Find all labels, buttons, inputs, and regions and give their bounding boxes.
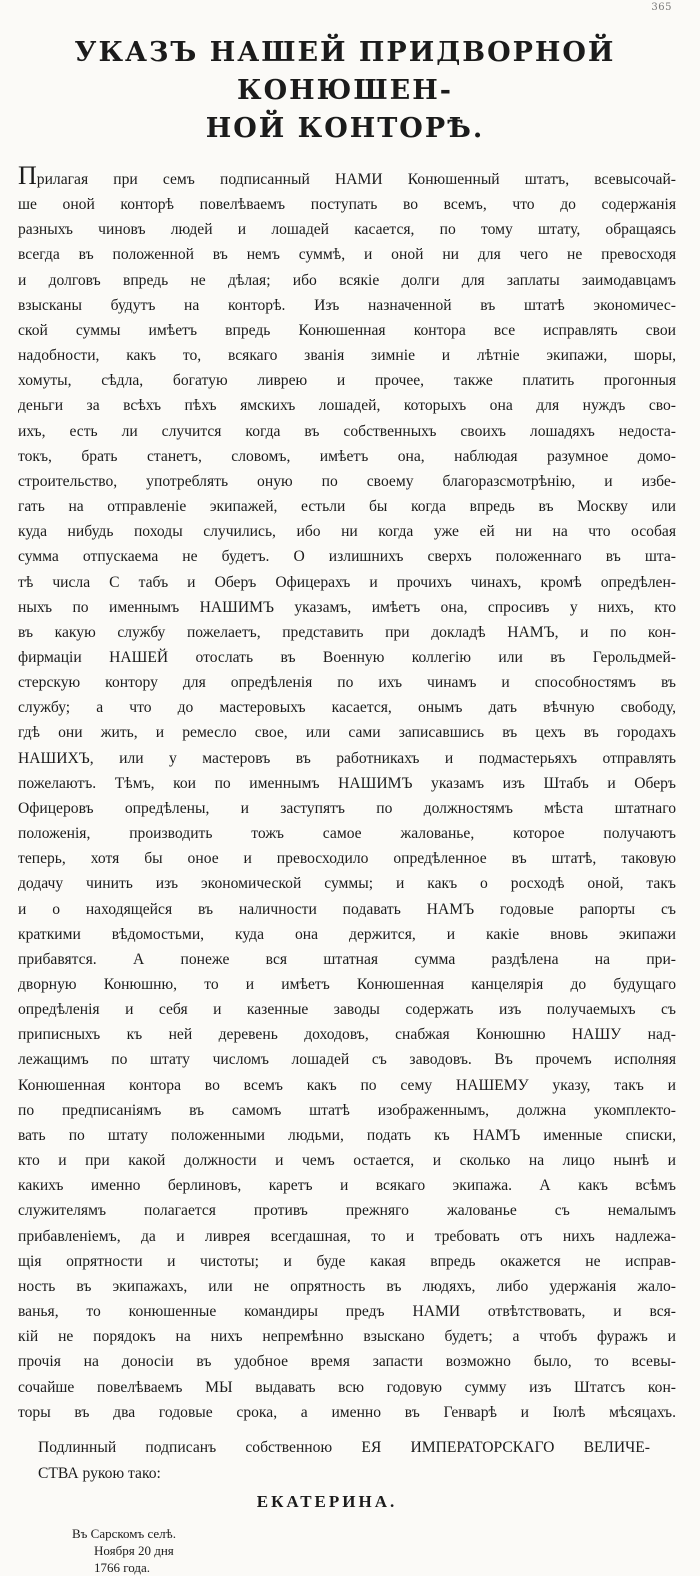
page-number: 365	[651, 2, 672, 13]
body-line: хомуты, сѣдла, богатую ливрею и прочее, также платить прогонныя	[18, 372, 676, 390]
body-line: щія опрятности и чистоты; и буде какая впредь окажется не исправ-	[18, 1252, 676, 1270]
body-line: приписныхъ къ ней деревень доходовъ, снабжая Конюшню НАШУ над-	[18, 1026, 676, 1044]
body-line-text: рилагая при семъ подписанный НАМИ Конюшенный штатъ, всевысочай-	[36, 171, 676, 188]
body-line: ихъ, есть ли случится когда въ собственныхъ своихъ лошадяхъ недоста-	[18, 422, 676, 440]
date-of-signing: Ноября 20 дня	[94, 1542, 174, 1558]
body-line: торы въ два годовые срока, а именно въ Генварѣ и Іюлѣ мѣсяцахъ.	[18, 1403, 676, 1421]
body-line: какихъ именно берлиновъ, каретъ и всякаго экипажа. А какъ всѣмъ	[18, 1177, 676, 1195]
body-line: НАШИХЪ, или у мастеровъ въ работникахъ и подмастерьяхъ отправлять	[18, 749, 676, 767]
decree-title	[14, 34, 676, 148]
year-of-signing: 1766 года.	[94, 1559, 151, 1575]
body-line: Офицеровъ опредѣлены, и заступятъ по должностямъ мѣста штатнаго	[18, 799, 676, 817]
body-line	[18, 166, 676, 192]
body-line: кто и при какой должности и чемъ остается, и сколько на лицо нынѣ и	[18, 1152, 676, 1170]
body-line: гать на отправленіе экипажей, естьли бы когда впредь въ Москву или	[18, 498, 676, 516]
body-line: и долговъ впредь не дѣлая; ибо всякіе долги для заплаты заимодавцамъ	[18, 271, 676, 289]
place-date-block	[14, 1525, 676, 1576]
drop-cap-letter: П	[18, 166, 37, 190]
body-line: положенія, производить тожъ самое жалованье, которое получаютъ	[18, 825, 676, 843]
body-line: деньги за всѣхъ пѣхъ ямскихъ лошадей, которыхъ она для нуждъ сво-	[18, 397, 676, 415]
body-line: дворную Конюшню, то и имѣетъ Конюшенная канцелярія до будущаго	[18, 976, 676, 993]
body-line: фирмаціи НАШЕЙ отослать въ Военную коллегію или въ Герольдмей-	[18, 648, 676, 666]
body-line: вать по штату положенными людьми, подать къ НАМЪ именные списки,	[18, 1126, 676, 1144]
body-line: лежащимъ по штату числомъ лошадей съ заводовъ. Въ прочемъ исполняя	[18, 1051, 676, 1069]
body-line: сумма отпускаема не будетъ. О излишнихъ сверхъ положеннаго въ шта-	[18, 548, 676, 566]
body-line: теперь, хотя бы оное и превосходило опредѣленное въ штатѣ, таковую	[18, 850, 676, 868]
body-line: всегда въ положенной въ немъ суммѣ, и оной ни для чего не превосходя	[18, 246, 676, 264]
body-line: ность въ экипажахъ, или не опрятность въ людяхъ, либо удержанія жало-	[18, 1277, 676, 1295]
body-line: кій не порядокъ на нихъ непремѣнно взыскано будетъ; а чтобъ фуражъ и	[18, 1328, 676, 1346]
body-line: ской суммы имѣетъ впредь Конюшенная контора все исправлять свои	[18, 321, 676, 339]
body-line: тѣ числа С табъ и Оберъ Офицерахъ и прочихъ чинахъ, кромѣ опредѣлен-	[18, 573, 676, 591]
body-line: ше оной конторѣ повелѣваемъ поступать во всемъ, что до содержанія	[18, 196, 676, 214]
body-line: пожелаютъ. Тѣмъ, кои по именнымъ НАШИМЪ указамъ изъ Штабъ и Оберъ	[18, 774, 676, 792]
body-line: прибавятся. А понеже вся штатная сумма раздѣлена на при-	[18, 950, 676, 968]
decree-body	[14, 166, 676, 1425]
title-line-1: УКАЗЪ НАШЕЙ ПРИДВОРНОЙ КОНЮШЕН-	[74, 37, 616, 106]
body-line: разныхъ чиновъ людей и лошадей касается, по тому штату, обращаясь	[18, 221, 676, 239]
body-line: ванья, то конюшенные командиры предъ НАМИ отвѣтствовать, и вся-	[18, 1303, 676, 1321]
body-line: строительство, употреблять оную по своему благоразсмотрѣнію, и избе-	[18, 472, 676, 490]
body-line: краткими вѣдомостьми, куда она держится, и какіе вновь экипажи	[18, 925, 676, 943]
body-line: ныхъ по именнымъ НАШИМЪ указамъ, имѣетъ она, спросивъ у нихъ, кто	[18, 598, 676, 616]
body-line: въ какую службу пожелаетъ, представить при докладѣ НАМЪ, и по кон-	[18, 623, 676, 641]
place-of-signing: Въ Сарскомъ селѣ.	[72, 1525, 176, 1541]
body-line: додачу чинить изъ экономической суммы; и какъ о росходѣ оной, такъ	[18, 875, 676, 893]
body-line: токъ, брать станетъ, словомъ, имѣетъ она, наблюдая разумное домо-	[18, 447, 676, 465]
signature-note-line-1: Подлинный подписанъ собственною ЕЯ ИМПЕРАТОРСКАГО ВЕЛИЧЕ-	[38, 1438, 650, 1456]
body-line: гдѣ они жить, и ремесло свое, или сами записавшись въ цехъ въ городахъ	[18, 724, 676, 742]
body-line: службу; а что до мастеровыхъ касается, онымъ дать вѣчную свободу,	[18, 699, 676, 717]
body-line: опредѣленія и себя и казенные заводы содержать изъ получаемыхъ съ	[18, 1001, 676, 1019]
body-line: и о находящейся въ наличности подавать НАМЪ годовые рапорты съ	[18, 900, 676, 918]
body-line: взысканы будутъ на конторѣ. Изъ назначенной въ штатѣ экономичес-	[18, 296, 676, 314]
body-line: Конюшенная контора во всемъ какъ по сему НАШЕМУ указу, такъ и	[18, 1076, 676, 1094]
body-line: надобности, какъ то, всякаго званія зимніе и лѣтніе экипажи, шоры,	[18, 347, 676, 365]
body-line: стерскую контору для опредѣленія по ихъ чинамъ и способностямъ въ	[18, 674, 676, 692]
body-line: служителямъ полагается противъ прежняго жалованье съ немалымъ	[18, 1202, 676, 1220]
body-line: прочія на доносіи въ удобное время запасти возможно было, то всевы-	[18, 1353, 676, 1371]
signature-block	[14, 1435, 676, 1515]
title-line-2: НОЙ КОНТОРѢ.	[205, 113, 485, 144]
body-line: прибавленіемъ, да и ливрея всегдашная, то и требовать отъ нихъ надлежа-	[18, 1227, 676, 1245]
signature-note-line-2: СТВА рукою тако:	[38, 1464, 161, 1482]
body-line: куда нибудь походы случились, ибо ни когда уже ей ни на что особая	[18, 523, 676, 541]
body-line: по предписаніямъ въ самомъ штатѣ изображеннымъ, должна укомплекто-	[18, 1101, 676, 1119]
signature-name: ЕКАТЕРИНА.	[256, 1491, 398, 1511]
body-line: сочайше повелѣваемъ МЫ выдавать всю годовую сумму изъ Штатсъ кон-	[18, 1378, 676, 1396]
